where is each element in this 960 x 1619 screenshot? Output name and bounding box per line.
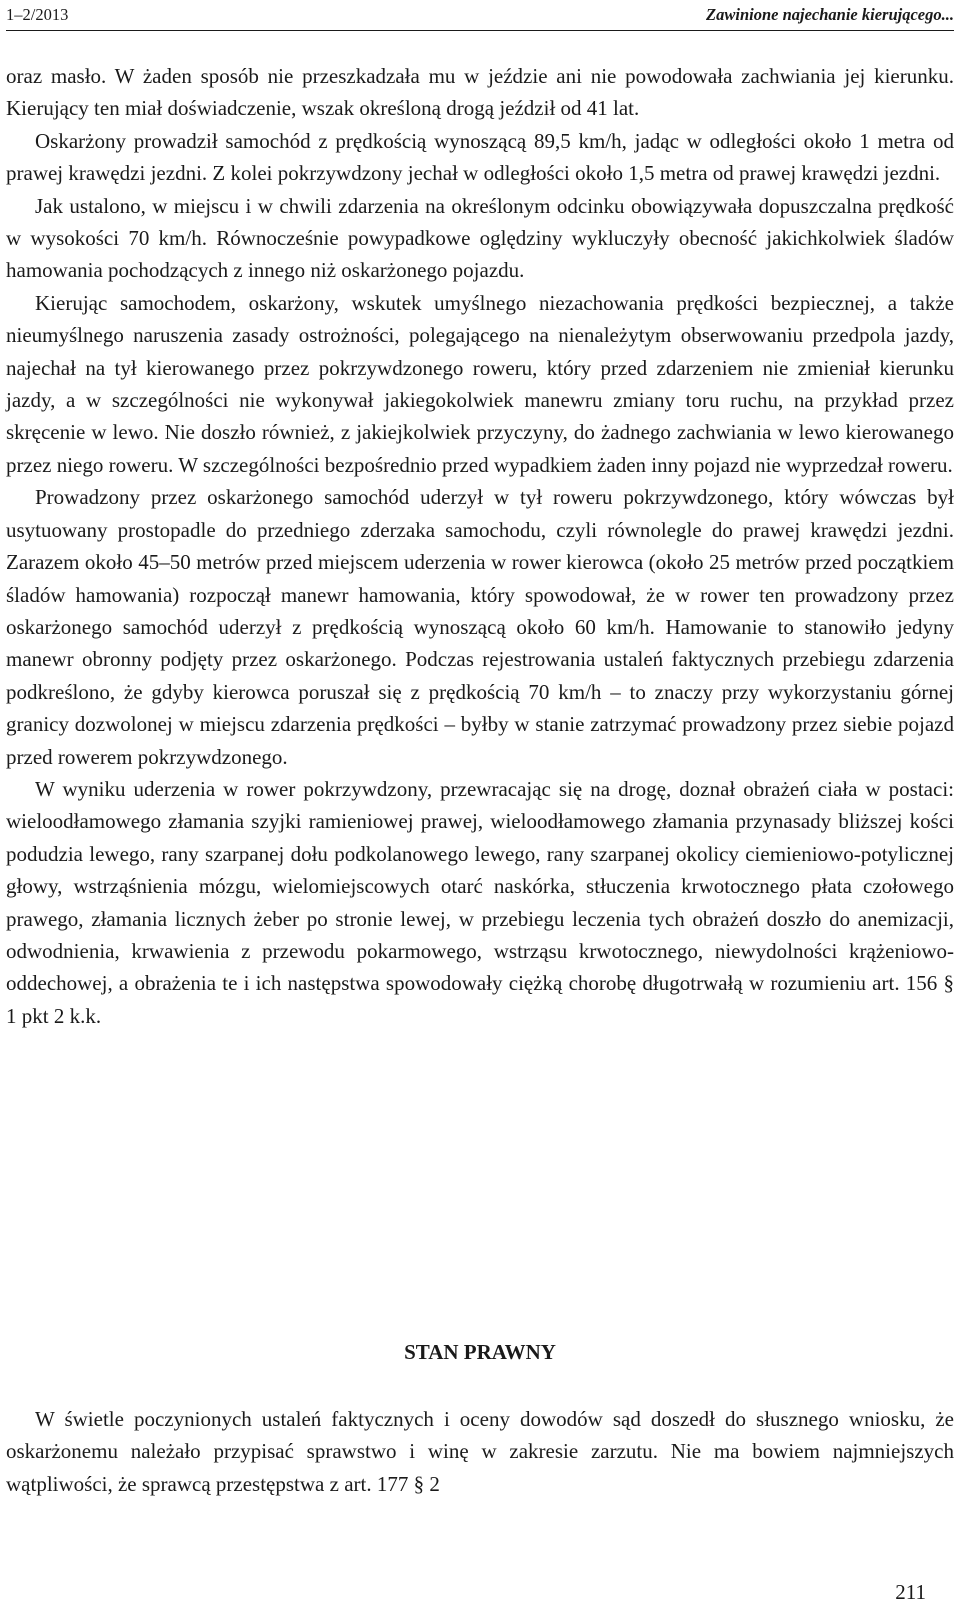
- paragraph: Prowadzony przez oskarżonego samochód uderzył w tył roweru pokrzywdzonego, który wówczas był usytuowany prostopadle do przedniego zderzaka samochodu, czyli równolegle do prawej krawędzi jezdni. Zarazem około 45–50 metrów przed miejscem uderzenia w rower kierowca (około 25 metrów przed początkiem śladów hamowania) rozpoczął manewr hamowania, który spowodował, że w rower ten prowadzony przez oskarżonego samochód uderzył z prędkością wynoszącą około 60 km/h. Hamowanie to stanowiło jedyny manewr obronny podjęty przez oskarżonego. Podczas rejestrowania ustaleń faktycznych przebiegu zdarzenia podkreślono, że gdyby kierowca poruszał się z prędkością 70 km/h – to znaczy przy wykorzystaniu górnej granicy dozwolonej w miejscu zdarzenia prędkości – byłby w stanie zatrzymać prowadzony przez siebie pojazd przed rowerem pokrzywdzonego.: [6, 485, 954, 769]
- header-divider: [6, 30, 954, 31]
- paragraph: W świetle poczynionych ustaleń faktycznych i oceny dowodów sąd doszedł do słusznego wniosku, że oskarżonemu należało przypisać sprawstwo i winę w zakresie zarzutu. Nie ma bowiem najmniejszych wątpliwości, że sprawcą przestępstwa z art. 177 § 2: [6, 1407, 954, 1496]
- paragraph: Oskarżony prowadził samochód z prędkością wynoszącą 89,5 km/h, jadąc w odległości około 1 metra od prawej krawędzi jezdni. Z kolei pokrzywdzony jechał w odległości około 1,5 metra od prawej krawędzi jezdni.: [6, 128, 954, 186]
- paragraph: W wyniku uderzenia w rower pokrzywdzony, przewracając się na drogę, doznał obrażeń ciała w postaci: wieloodłamowego złamania szyjki ramieniowej prawej, wieloodłamowego złamania przynasady bliższej kości podudzia lewego, rany szarpanej dołu podkolanowego lewego, rany szarpanej okolicy ciemieniowo-potylicznej głowy, wstrząśnienia mózgu, wielomiejscowych otarć naskórka, stłuczenia krwotocznego płata czołowego prawego, złamania licznych żeber po stronie lewej, w przebiegu leczenia tych obrażeń doszło do anemizacji, odwodnienia, krwawienia z przewodu pokarmowego, wstrząsu krwotocznego, niewydolności krążeniowo-oddechowej, a obrażenia te i ich następstwa spowodowały ciężką chorobę długotrwałą w rozumieniu art. 156 § 1 pkt 2 k.k.: [6, 776, 954, 1028]
- section-heading: STAN PRAWNY: [404, 1340, 556, 1364]
- paragraph: Kierując samochodem, oskarżony, wskutek umyślnego niezachowania prędkości bezpiecznej, a także nieumyślnego naruszenia zasady ostrożności, polegającego na nienależytym obserwowaniu przedpola jazdy, najechał na tył kierowanego przez pokrzywdzonego roweru, który przed zdarzeniem nie zmieniał kierunku jazdy, a w szczególności nie wykonywał jakiegokolwiek manewru zmiany toru ruchu, na przykład przez skręcenie w lewo. Nie doszło również, z jakiejkolwiek przyczyny, do żadnego zachwiania w lewo kierowanego przez niego roweru. W szczególności bezpośrednio przed wypadkiem żaden inny pojazd nie wyprzedzał roweru.: [6, 290, 954, 477]
- section-body: [6, 1403, 954, 1500]
- paragraph: Jak ustalono, w miejscu i w chwili zdarzenia na określonym odcinku obowiązywała dopuszczalna prędkość w wysokości 70 km/h. Równocześnie powypadkowe oględziny wykluczyły obecność jakichkolwiek śladów hamowania pochodzących z innego niż oskarżonego pojazdu.: [6, 193, 954, 283]
- running-header: [6, 2, 954, 28]
- body-text: [6, 60, 954, 1032]
- issue-number: 1–2/2013: [6, 5, 69, 24]
- paragraph: oraz masło. W żaden sposób nie przeszkadzała mu w jeździe ani nie powodowała zachwiania jej kierunku. Kierujący ten miał doświadczenie, wszak określoną drogą jeździł od 41 lat.: [6, 64, 954, 121]
- article-title: Zawinione najechanie kierującego...: [706, 5, 954, 24]
- page-number: 211: [895, 1580, 926, 1604]
